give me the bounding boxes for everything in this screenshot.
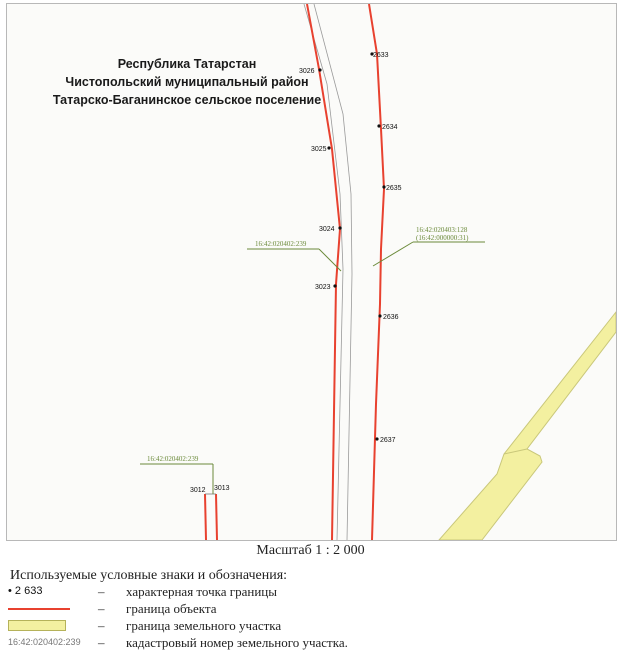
boundary-point-dot [375,437,378,440]
object-boundary-right [369,4,384,540]
land-parcel-shape [439,312,616,540]
point-label-2634: 2634 [382,124,398,131]
legend-symbol-point [8,584,88,600]
legend-dash: – [98,584,105,599]
legend-cadastral-sample: 16:42:020402:239 [8,637,81,647]
boundary-point-dot [338,226,341,229]
boundary-point-dot [327,146,330,149]
legend-title: Используемые условные знаки и обозначения: [10,568,288,583]
legend-dash: – [98,601,105,616]
point-label-2637: 2637 [380,437,396,444]
red-line-swatch [8,608,70,610]
legend-item-parcel-boundary [8,618,608,634]
legend-text-point: характерная точка границы [126,584,277,599]
header-republic: Республика Татарстан [117,57,257,71]
legend-item-point [8,584,608,600]
legend-text-cadastral: кадастровый номер земельного участка. [126,635,348,650]
point-label-3026: 3026 [299,68,315,75]
header-settlement: Татарско-Баганинское сельское поселение [52,93,322,107]
yellow-parcel-swatch [8,620,66,631]
legend-text-parcel-boundary: граница земельного участка [126,618,282,633]
cadastral-label: 16:42:020402:239 [147,455,199,463]
legend-dash: – [98,635,105,650]
cadastral-label-secondary: (16:42:000000:31) [416,234,469,242]
point-label-3025: 3025 [311,146,327,153]
point-label-2633: 2633 [373,52,389,59]
legend-symbol-parcel [8,618,88,634]
point-label-2636: 2636 [383,314,399,321]
point-label-3023: 3023 [315,284,331,291]
map-scale: Масштаб 1 : 2 000 [256,543,365,558]
map-frame[interactable] [6,3,617,541]
object-boundary-strip-right [216,494,217,540]
header-district: Чистопольский муниципальный район [65,75,309,89]
legend-symbol-object-boundary [8,601,88,617]
point-label-3013: 3013 [214,485,230,492]
point-label-3024: 3024 [319,226,335,233]
object-boundary-strip-left [205,494,206,540]
boundary-point-dot [377,124,380,127]
cadastral-label: 16:42:020403:128 [416,226,468,234]
legend-point-sample: • 2 633 [8,585,43,597]
cadastral-label: 16:42:020402:239 [255,240,307,248]
point-label-3012: 3012 [190,487,206,494]
leader-line-2-diag [373,242,413,266]
legend-text-object-boundary: граница объекта [126,601,217,616]
point-label-2635: 2635 [386,185,402,192]
legend-symbol-cadastral [8,635,88,651]
boundary-point-dot [378,314,381,317]
legend-item-cadastral [8,635,608,651]
boundary-point-dot [333,284,336,287]
legend-dash: – [98,618,105,633]
legend-item-object-boundary [8,601,608,617]
